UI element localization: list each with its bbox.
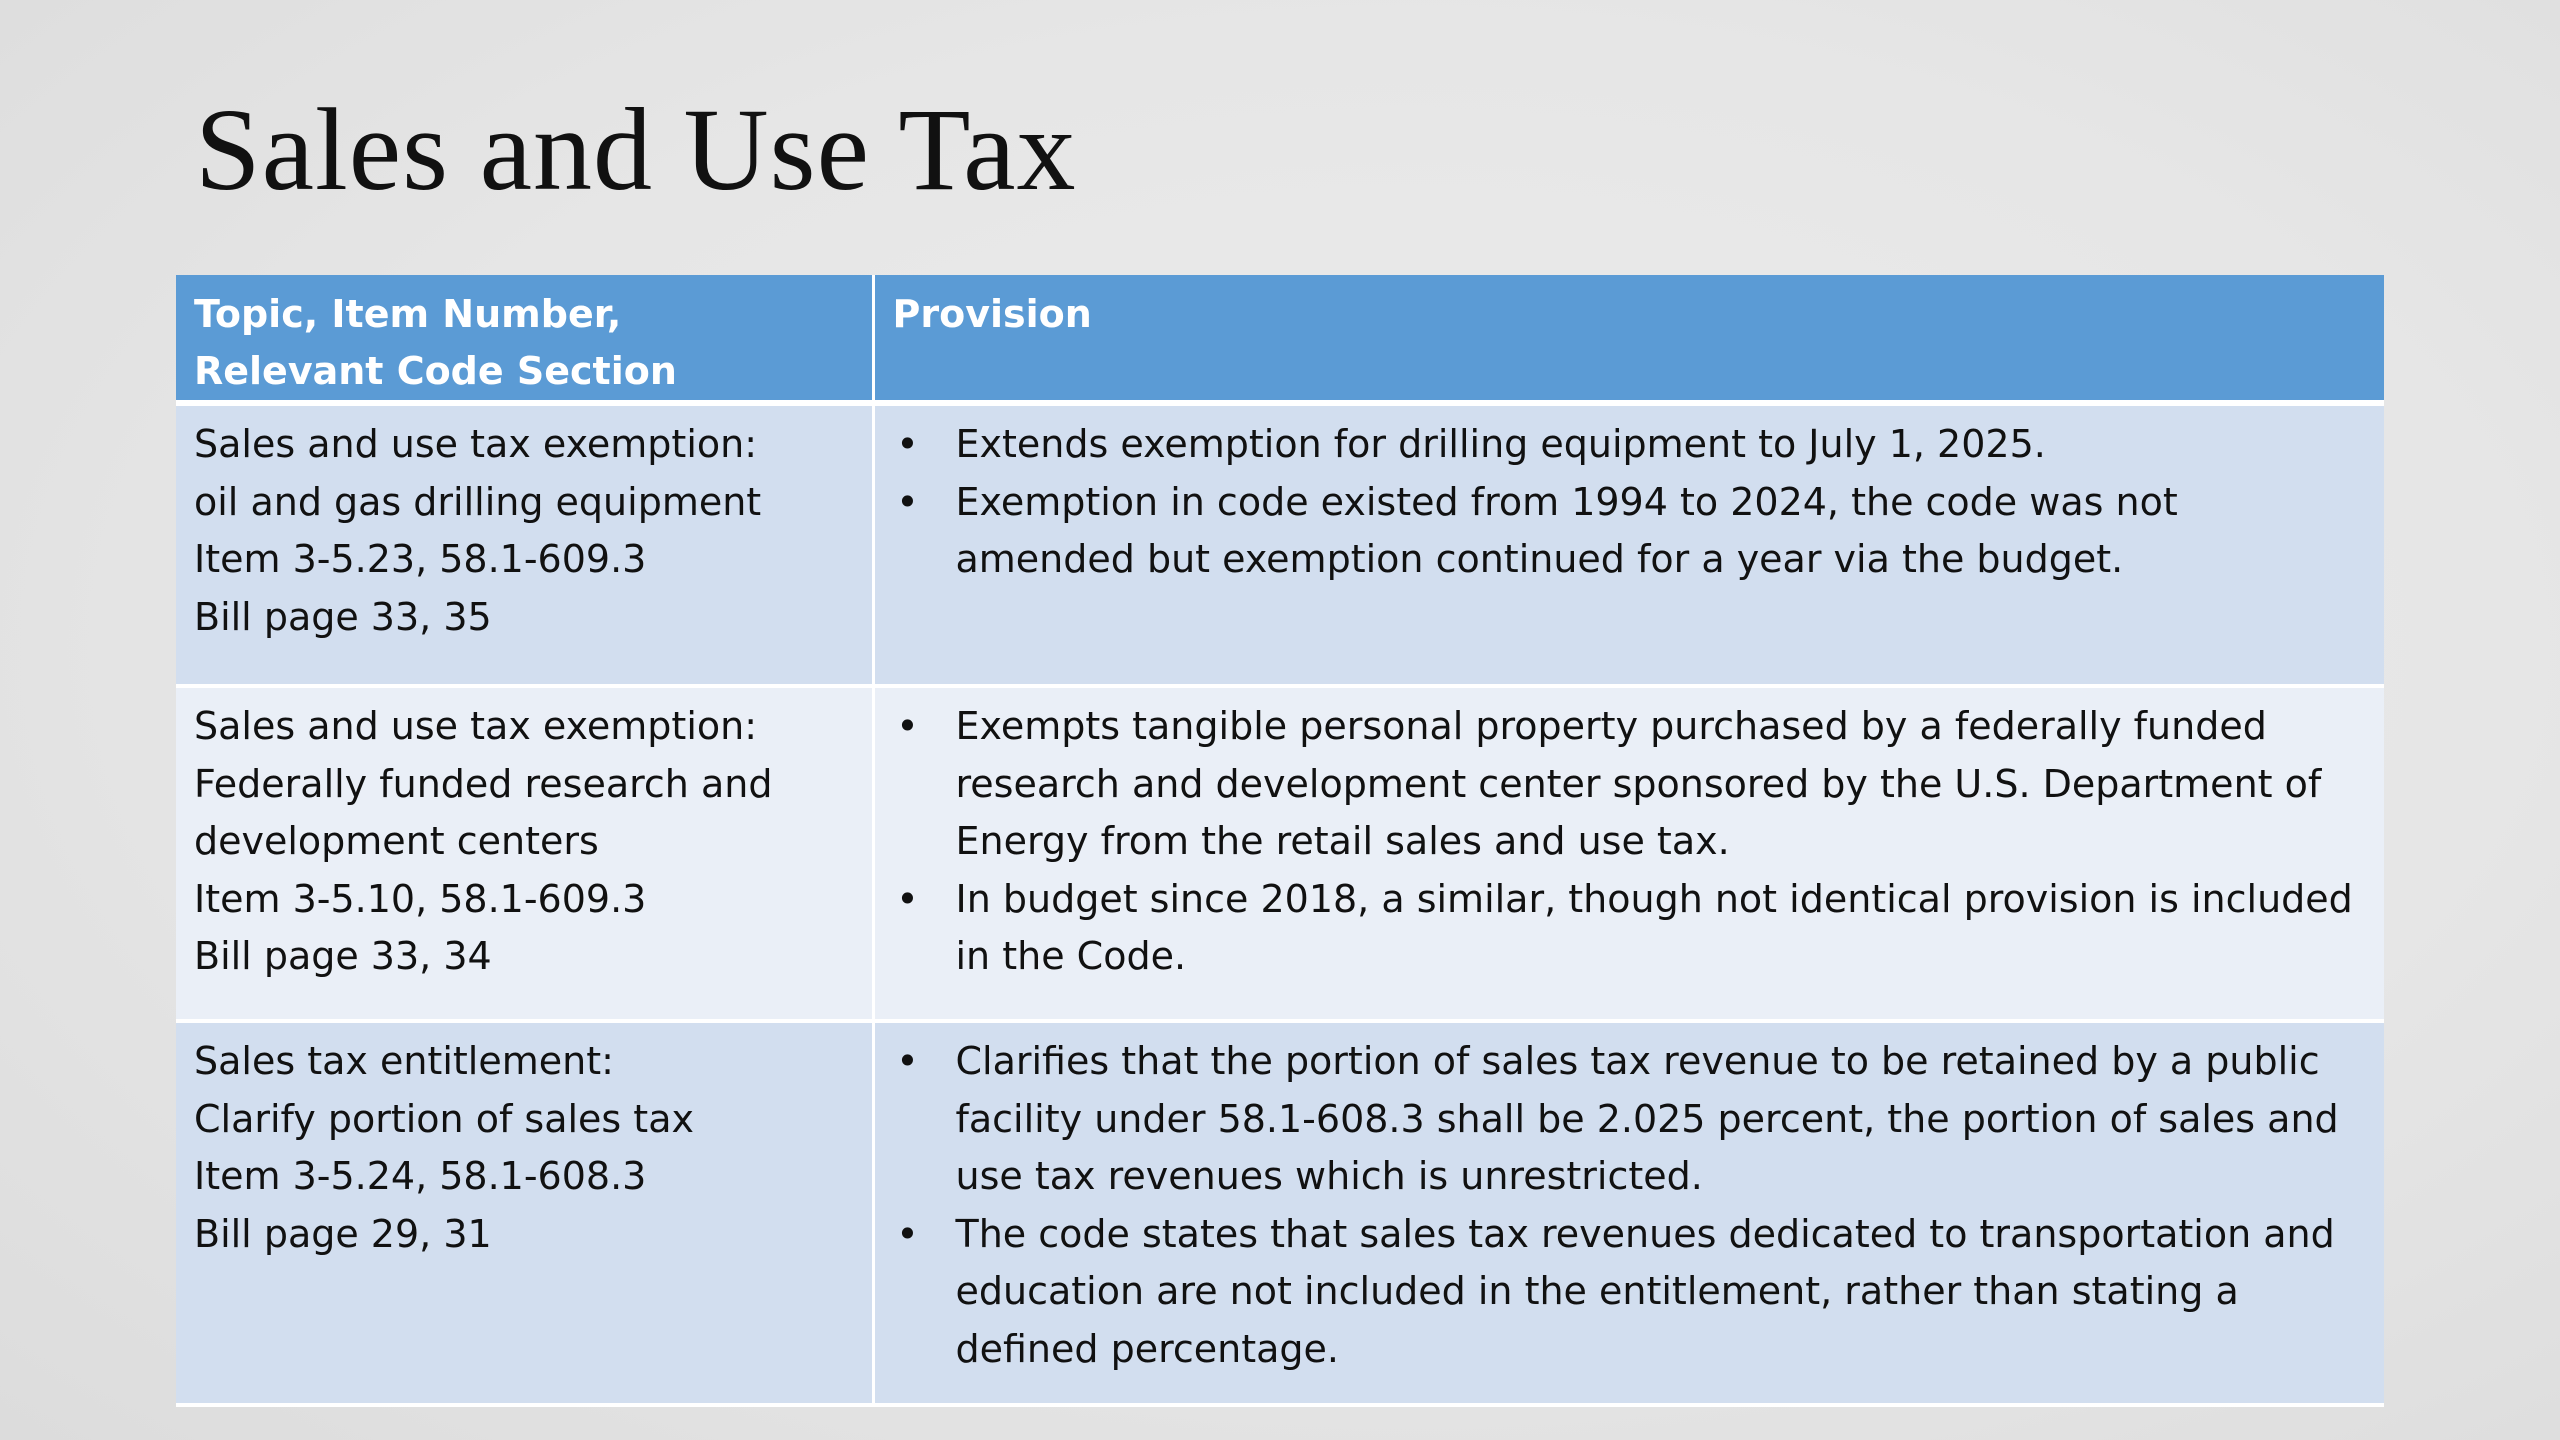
- provision-list: [893, 1033, 2367, 1378]
- provision-cell: [873, 403, 2384, 686]
- bullet-icon: •: [896, 704, 919, 748]
- header-topic-line: Topic, Item Number,: [194, 292, 622, 336]
- provision-item: [893, 474, 2367, 589]
- topic-line: Bill page 29, 31: [194, 1211, 492, 1256]
- provision-text: Clarifies that the portion of sales tax revenue to be retained by a public facility under 58.1-608.3 shall be 2.025 percent, the portion of sales and use tax revenues which is unrestricted.: [955, 1039, 2339, 1198]
- header-topic-line: Relevant Code Section: [194, 349, 677, 393]
- bullet-icon: •: [896, 1039, 919, 1083]
- provision-text: The code states that sales tax revenues dedicated to transportation and education are not included in the entitlement, rather than stating a defined percentage.: [955, 1211, 2335, 1371]
- bullet-icon: •: [896, 876, 919, 921]
- topic-line: Clarify portion of sales tax: [194, 1096, 694, 1141]
- topic-line: Federally funded research and: [194, 761, 773, 806]
- topic-line: Sales tax entitlement:: [194, 1039, 614, 1083]
- header-provision: Provision: [873, 275, 2384, 403]
- topic-line: development centers: [194, 819, 599, 863]
- topic-line: Bill page 33, 35: [194, 594, 492, 639]
- provision-item: [893, 416, 2367, 474]
- header-topic: [176, 275, 873, 403]
- bullet-icon: •: [896, 479, 919, 524]
- table-header-row: [176, 275, 2384, 403]
- topic-line: Sales and use tax exemption:: [194, 422, 758, 466]
- provision-text: In budget since 2018, a similar, though not identical provision is included in the Code.: [955, 876, 2353, 978]
- provision-text: Extends exemption for drilling equipment to July 1, 2025.: [955, 422, 2046, 466]
- table-row: [176, 403, 2384, 686]
- topic-cell: [176, 403, 873, 686]
- table-row: [176, 686, 2384, 1021]
- topic-line: Item 3-5.24, 58.1-608.3: [194, 1154, 647, 1198]
- provision-cell: [873, 686, 2384, 1021]
- provisions-table: [176, 275, 2384, 1407]
- provision-item: [893, 698, 2367, 871]
- provision-item: [893, 1033, 2367, 1206]
- topic-line: Sales and use tax exemption:: [194, 704, 758, 748]
- topic-cell: [176, 1021, 873, 1405]
- topic-line: oil and gas drilling equipment: [194, 479, 762, 524]
- table-row: [176, 1021, 2384, 1405]
- provision-list: [893, 416, 2367, 589]
- topic-line: Item 3-5.10, 58.1-609.3: [194, 876, 647, 921]
- provision-text: Exempts tangible personal property purchased by a federally funded research and development center sponsored by the U.S. Department of Energy from the retail sales and use tax.: [955, 704, 2322, 863]
- topic-cell: [176, 686, 873, 1021]
- provision-list: [893, 698, 2367, 986]
- provision-item: [893, 1206, 2367, 1379]
- provision-cell: [873, 1021, 2384, 1405]
- provision-item: [893, 871, 2367, 986]
- topic-line: Bill page 33, 34: [194, 934, 492, 978]
- topic-line: Item 3-5.23, 58.1-609.3: [194, 537, 647, 581]
- bullet-icon: •: [896, 1211, 919, 1256]
- provision-text: Exemption in code existed from 1994 to 2024, the code was not amended but exemption continued for a year via the budget.: [955, 479, 2178, 581]
- bullet-icon: •: [896, 422, 919, 466]
- slide-title: Sales and Use Tax: [195, 84, 1077, 215]
